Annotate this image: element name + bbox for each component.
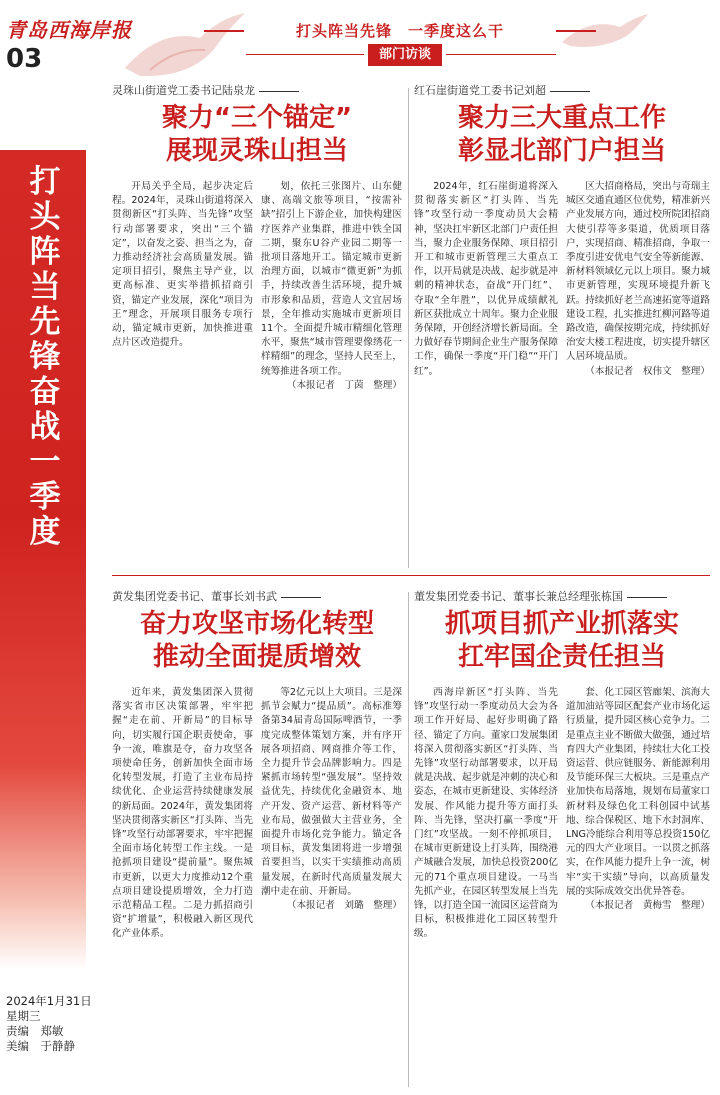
kicker-text: 黄发集团党委书记、董事长刘书武	[112, 590, 277, 603]
headline-line-1: 奋力攻坚市场化转型	[139, 609, 374, 639]
issue-date: 2024年1月31日	[6, 994, 92, 1008]
body-paragraph: 西海岸新区“打头阵、当先锋”攻坚行动一季度动员大会为各项工作开好局、起好步明确了路径、锚定了方向。董家口发展集团将深入贯彻落实新区“打头阵、当先锋”攻坚行动部署要求，以开局就是决战、起步就是冲刺的决心和姿态，在城市更新建设、实体经济发展、作风能力提升等方面打头阵、当先锋，坚决打赢一季度“开门红”攻坚战。一刻不停抓项目，在城市更新建设上打头阵，围绕港产城融合发展，加快总投资200亿元的71个重点项目建设。一马当先抓产业，在园区转型发展上当先锋，以打造全国一流园区运营商为目标，积极推进化工园区转型升级。	[414, 687, 558, 940]
banner-rule-left	[204, 30, 244, 32]
column-rule-right	[446, 54, 556, 55]
headline-line-1: 聚力“三个锚定”	[161, 103, 353, 133]
column-divider	[408, 592, 409, 1087]
article-dongfa-group	[414, 588, 710, 1088]
body-paragraph: 等2亿元以上大项目。三是深抓节会赋力“提品质”。高标准筹备第34届青岛国际啤酒节，一季度完成整体策划方案，并有序开展各项招商、网商推介等工作，全力提升节会品牌影响力。四是紧抓市场转型“强发展”。坚持效益优先，持续优化金融资本、地产开发、资产运营、新材料等产业布局，做强做大主营业务，全面提升市场化竞争能力。锚定各项目标，黄发集团将进一步增强首要担当，以实干实绩推动高质量发展，在新时代高质量发展大潮中走在前、开新局。	[261, 687, 402, 897]
page-number: 03	[6, 44, 43, 74]
article-headline	[414, 608, 710, 674]
article-kicker	[112, 588, 402, 604]
body-paragraph: 区大招商格局，突出与奇瑞主城区交通直通区位优势，精准新兴产业发展方向，通过校所院团招商大使引荐等多渠道，优质项目落户，实现招商、精准招商，争取一季度引进安优电气安全等新能源、新材料领域亿元以上项目。聚力城市更新管理，实现环境提升新飞跃。持续抓好老兰高速拓宽等道路建设工程，扎实推进红柳河路等道路改造，确保按期完成，持续抓好治安大楼工程进度，切实提升辖区人居环境品质。	[566, 181, 710, 363]
kicker-text: 董发集团党委书记、董事长兼总经理张栋国	[414, 590, 623, 603]
section-banner	[250, 20, 550, 70]
kicker-text: 灵珠山街道党工委书记陆泉龙	[112, 84, 255, 97]
article-kicker	[414, 82, 710, 98]
article-headline	[414, 102, 710, 168]
body-paragraph: 划，依托三张图片、山东健康、高端文旅等项目，“按需补缺”招引上下游企业，加快构建医疗医养产业集群，推进中铁全国二期，聚东U谷产业园二期等一批项目落地开工。锚定城市更新治理方面，以城市“微更新”为抓手，持续改善生活环境，提升城市形象和品质，营造人文宜居场景，全年推动实施城市更新项目11个。全面提升城市精细化管理水平，聚焦“城市管理要像绣花一样精细”的理念，坚持人民至上，统筹推进各项工作。	[261, 181, 402, 377]
editor-credit: 责编 郑敏	[6, 1024, 64, 1038]
headline-line-2: 展现灵珠山担当	[165, 136, 348, 166]
banner-title: 打头阵当先锋 一季度这么干	[295, 22, 504, 40]
kicker-text: 红石崖街道党工委书记刘超	[414, 84, 546, 97]
column-divider	[408, 88, 409, 568]
headline-line-1: 聚力三大重点工作	[457, 103, 666, 133]
article-hongshiya	[414, 82, 710, 567]
body-column	[566, 686, 710, 1074]
designer-credit: 美编 于静静	[6, 1039, 75, 1053]
article-kicker	[414, 588, 710, 604]
body-paragraph: 套、化工园区管廊架、滨海大道加油站等园区配套产业市场化运行质量，提升园区核心竞争力。二是重点主业不断做大做强，通过培育四大产业集团，持续壮大化工投资运营、供应链服务、新能源利用及节能环保三大板块。三是重点产业加快布局落地，规划布局董家口新材料及绿色化工科创园中试基地、综合保税区、地下水封洞库、LNG冷能综合利用等总投资150亿元的四大产业项目。一以贯之抓落实，在作风能力提升上争一流，树牢“实干实绩”导向，以高质量发展的实际成效交出优异答卷。	[566, 687, 710, 897]
dove-icon	[120, 8, 250, 88]
article-body	[414, 180, 710, 552]
body-column	[414, 180, 558, 552]
article-headline	[112, 608, 402, 674]
article-body	[112, 180, 402, 552]
body-column	[112, 180, 253, 552]
body-paragraph: 近年来，黄发集团深入贯彻落实省市区决策部署，牢牢把握“走在前、开新局”的目标导向，切实履行国企职责使命，事争一流，唯旗是夺，奋力攻坚各项使命任务，创新加快全面市场化转型发展，打造了主业布局持续优化、企业运营持续健康发展的新局面。2024年，黄发集团将坚决贯彻落实新区“打头阵、当先锋”攻坚行动部署要求，牢牢把握全面市场化转型工作主线。一是抢抓项目建设“提前量”。聚焦城市更新，以更大力度推动12个重点项目建设提质增效，全力打造示范精品工程。二是力抓招商引资“扩增量”，积极融入新区现代化产业体系。	[112, 687, 253, 940]
body-paragraph: 2024年，红石崖街道将深入贯彻落实新区“打头阵、当先锋”攻坚行动一季度动员大会精神，坚决扛牢新区北部门户责任担当，聚力企业服务保障、项目招引开工和城市更新管理三大重点工作，以开局就是决战、起步就是冲刺的精神状态，奋战“开门红”、夺取“全年胜”，以优异成绩献礼新区获批成立十周年。聚力企业服务保障，开创经济增长新局面。全力做好春节期间企业生产服务保障工作，确保一季度“开门稳”“开门红”。	[414, 181, 558, 377]
body-column	[261, 180, 402, 552]
column-rule-left	[246, 54, 364, 55]
section-divider	[112, 575, 710, 576]
banner-rule-right	[556, 30, 596, 32]
byline: （本报记者 黄梅雪 整理）	[585, 900, 710, 912]
masthead: 青岛西海岸报	[6, 18, 132, 42]
headline-line-1: 抓项目抓产业抓落实	[444, 609, 679, 639]
left-sidebar	[0, 0, 132, 1095]
article-headline	[112, 102, 402, 168]
body-column	[112, 686, 253, 1074]
body-column	[566, 180, 710, 552]
byline: （本报记者 权伟文 整理）	[585, 365, 710, 377]
headline-line-2: 推动全面提质增效	[152, 642, 361, 672]
column-tag: 部门访谈	[368, 44, 442, 66]
page-meta	[6, 994, 92, 1054]
body-paragraph: 开局关乎全局，起步决定后程。2024年，灵珠山街道将深入贯彻新区“打头阵、当先锋”攻坚行动部署要求，突出“三个锚定”，以奋发之姿、担当之为，奋力推动经济社会高质量发展。锚定项目招引，聚焦主导产业，以更高标准、更实举措抓招商引资，锚定产业发展，深化“项目为王”理念，开展项目服务专项行动，锚定城市更新，加快推进重点片区改造提升。	[112, 181, 253, 349]
article-body	[414, 686, 710, 1074]
article-kicker	[112, 82, 402, 98]
issue-weekday: 星期三	[6, 1009, 41, 1023]
article-huangfa-group	[112, 588, 402, 1088]
byline: （本报记者 丁茵 整理）	[286, 379, 402, 391]
slogan: 打头阵当先锋 奋战一季度	[29, 164, 61, 550]
article-body	[112, 686, 402, 1074]
byline: （本报记者 刘璐 整理）	[286, 900, 402, 912]
article-lingzhushan	[112, 82, 402, 567]
dove-icon	[560, 12, 650, 52]
body-column	[261, 686, 402, 1074]
headline-line-2: 扛牢国企责任担当	[457, 642, 666, 672]
body-column	[414, 686, 558, 1074]
headline-line-2: 彰显北部门户担当	[457, 136, 666, 166]
